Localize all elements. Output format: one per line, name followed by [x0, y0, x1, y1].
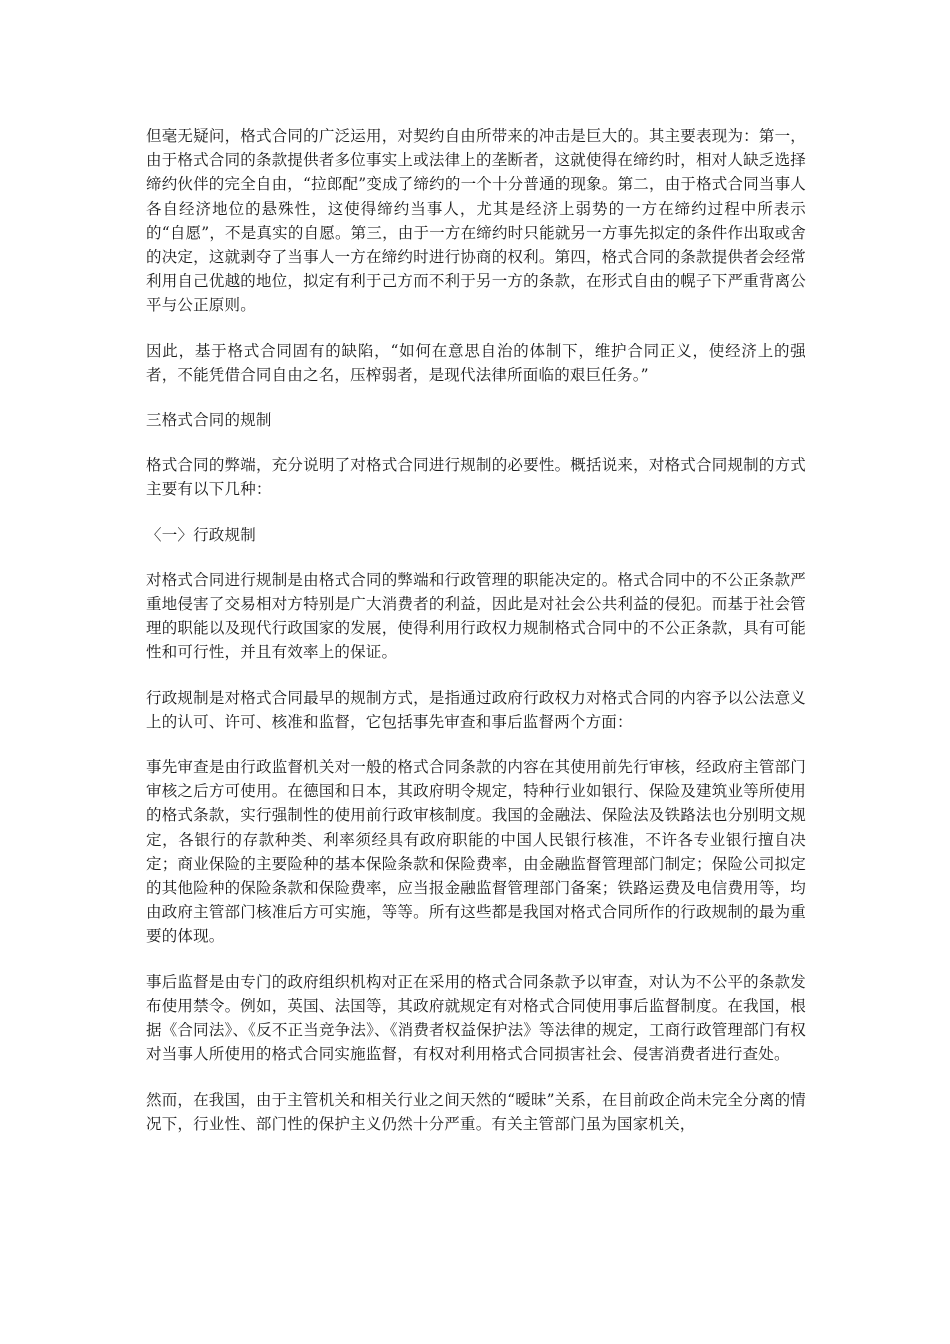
- paragraph-prior-review: 事先审查是由行政监督机关对一般的格式合同条款的内容在其使用前先行审核，经政府主管部门审核之后方可使用。在德国和日本，其政府明令规定，特种行业如银行、保险及建筑业等所使用的格式条款，实行强制性的使用前行政审核制度。我国的金融法、保险法及铁路法也分别明文规定，各银行的存款种类、利率须经具有政府职能的中国人民银行核准，不许各专业银行擅自决定；商业保险的主要险种的基本保险条款和保险费率，由金融监督管理部门制定；保险公司拟定的其他险种的保险条款和保险费率，应当报金融监督管理部门备案；铁路运费及电信费用等，均由政府主管部门核准后方可实施，等等。所有这些都是我国对格式合同所作的行政规制的最为重要的体现。: [146, 758, 806, 946]
- paragraph-administrative-basis: 对格式合同进行规制是由格式合同的弊端和行政管理的职能决定的。格式合同中的不公正条款严重地侵害了交易相对方特别是广大消费者的利益，因此是对社会公共利益的侵犯。而基于社会管理的职能以及现代行政国家的发展，使得利用行政权力规制格式合同中的不公正条款，具有可能性和可行性，并且有效率上的保证。: [146, 570, 806, 662]
- paragraph-post-supervision: 事后监督是由专门的政府组织机构对正在采用的格式合同条款予以审查，对认为不公平的条款发布使用禁令。例如，英国、法国等，其政府就规定有对格式合同使用事后监督制度。在我国，根据《合同法》、《反不正当竞争法》、《消费者权益保护法》等法律的规定，工商行政管理部门有权对当事人所使用的格式合同实施监督，有权对利用格式合同损害社会、侵害消费者进行查处。: [146, 972, 806, 1064]
- subsection-heading-administrative: 〈一〉行政规制: [146, 525, 256, 544]
- paragraph-therefore: 因此，基于格式合同固有的缺陷，“如何在意思自治的体制下，维护合同正义，使经济上的强者，不能凭借合同自由之名，压榨弱者，是现代法律所面临的艰巨任务。”: [146, 341, 806, 384]
- section-heading-regulation: 三格式合同的规制: [146, 411, 272, 430]
- paragraph-necessity: 格式合同的弊端，充分说明了对格式合同进行规制的必要性。概括说来，对格式合同规制的方式主要有以下几种：: [146, 456, 806, 499]
- document-body: [146, 124, 806, 1157]
- paragraph-administrative-definition: 行政规制是对格式合同最早的规制方式，是指通过政府行政权力对格式合同的内容予以公法意义上的认可、许可、核准和监督，它包括事先审查和事后监督两个方面：: [146, 688, 806, 731]
- paragraph-however: 然而，在我国，由于主管机关和相关行业之间天然的“暧昧”关系，在目前政企尚未完全分离的情况下，行业性、部门性的保护主义仍然十分严重。有关主管部门虽为国家机关，: [146, 1090, 806, 1133]
- paragraph-impact: 但毫无疑问，格式合同的广泛运用，对契约自由所带来的冲击是巨大的。其主要表现为：第一，由于格式合同的条款提供者多位事实上或法律上的垄断者，这就使得在缔约时，相对人缺乏选择缔约伙伴的完全自由，“拉郎配”变成了缔约的一个十分普通的现象。第二，由于格式合同当事人各自经济地位的悬殊性，这使得缔约当事人，尤其是经济上弱势的一方在缔约过程中所表示的“自愿”，不是真实的自愿。第三，由于一方在缔约时只能就另一方事先拟定的条件作出取或舍的决定，这就剥夺了当事人一方在缔约时进行协商的权利。第四，格式合同的条款提供者会经常利用自己优越的地位，拟定有利于己方而不利于另一方的条款，在形式自由的幌子下严重背离公平与公正原则。: [146, 127, 806, 315]
